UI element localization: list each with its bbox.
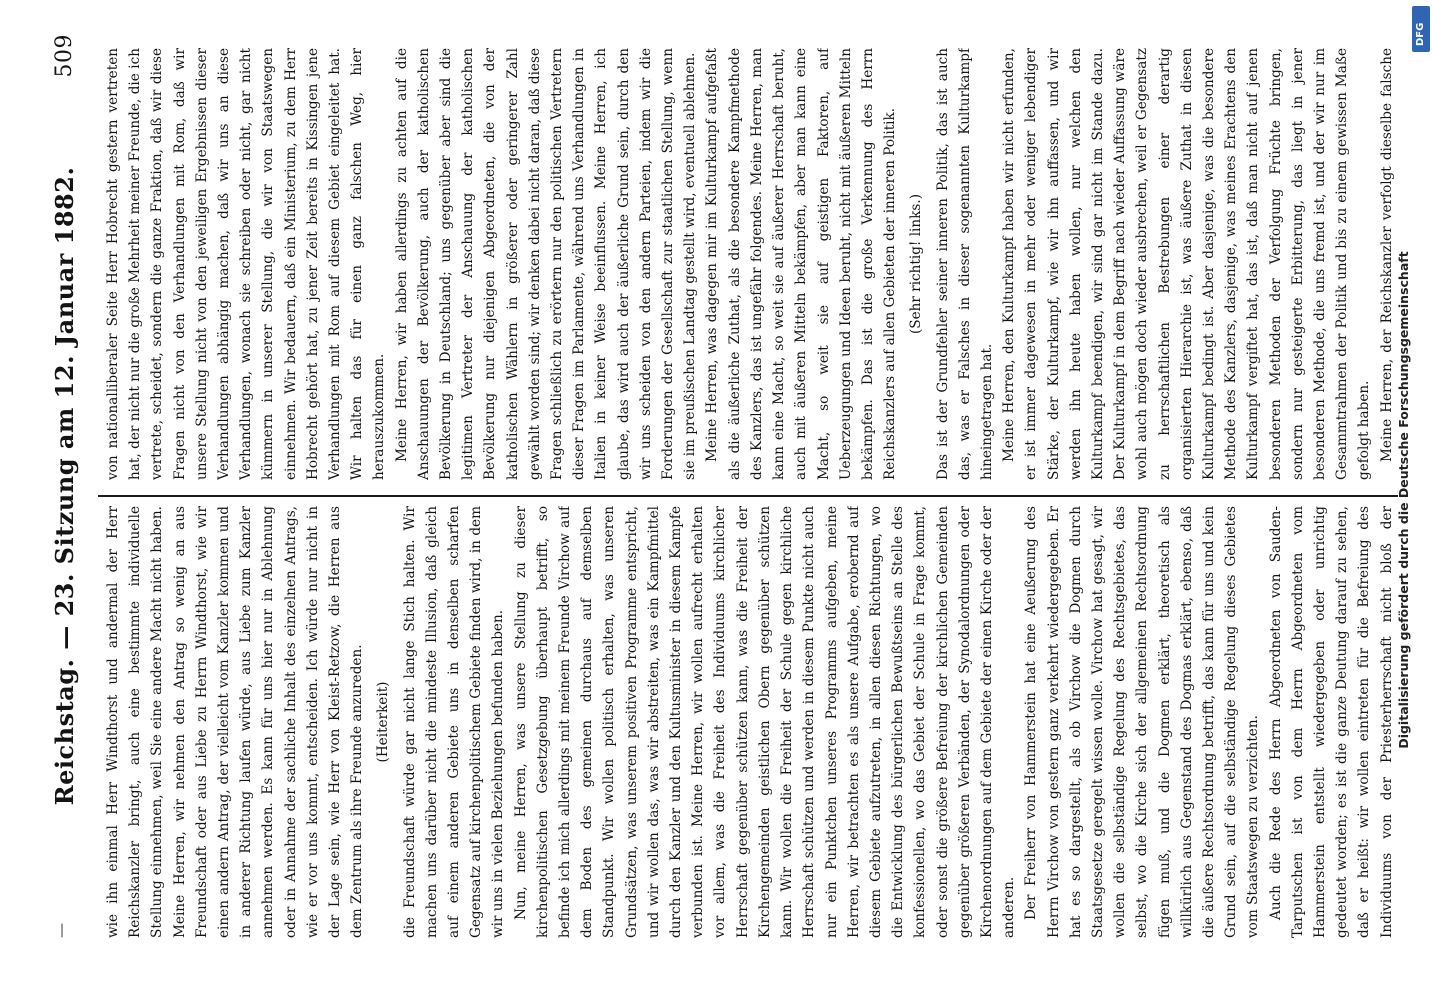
paragraph: Meine Herren, den Kulturkampf haben wir nicht erfunden, er ist immer dagewesen in mehr oder weniger lebendiger Stärke, der Kulturkampf, wie wir ihn auffassen, und wir werden ihn heute haben wollen, nur welchen den Kulturkampf beendigen, wir sind gar nicht im Stande dazu. Der Kulturkampf in dem Begriff nach wieder Auffassung wäre wohl auch mögen doch wieder ausbrechen, weil er Gegensatz zu herrschaftlichen Bestrebungen einer derartig organisierten Hierarchie ist, was äußere Zuthat in diesen Kulturkampf bedingt ist. Aber dasjenige, was die besondere Methode des Kanzlers, dasjenige, was meines Erachtens den Kulturkampf vergiftet hat, das ist, daß man nicht auf jenen besonderen Methoden der Verfolgung Früchte bringen, sondern nur gesteigerte Erbitterung, das liegt in jener besonderen Methode, die uns fremd ist, und der wir nur im Gesammtrahmen der Politik und bis zu einem gewissen Maße gefolgt haben. <box>1001 48 1373 480</box>
paragraph: die Freundschaft würde gar nicht lange Stich halten. Wir machen uns darüber nicht die mindeste Illusion, daß gleich auf einem anderen Gebiete uns in denselben scharfen Gegensatz auf kirchenpolitischem Gebiete finden wird, in dem wir uns in vielen Beziehungen befunden haben. <box>401 506 507 938</box>
left-column <box>102 506 1402 938</box>
paragraph: von nationalliberaler Seite Herr Hobrecht gestern vertreten hat, der nicht nur die große Mehrheit meiner Freunde, die ich vertrete, scheidet, sondern die ganze Fraktion, daß wir diese Fragen nicht von den Verhandlungen mit Rom, daß wir unsere Stellung nicht von den jeweiligen Ergebnissen dieser Verhandlungen abhängig machen, daß wir uns an diese Verhandlungen, wonach sie schreiben oder nicht, gar nicht kümmern in unserer Stellung, die wir von Staatswegen einnehmen. Wir bedauern, daß ein Ministerium, zu dem Herr Hobrecht gehört hat, zu jener Zeit bereits in Kissingen jene Verhandlungen mit Rom auf diesem Gebiet eingeleitet hat. Wir halten das für einen ganz falschen Weg, hier herauszukommen. <box>105 48 388 480</box>
paragraph: Das ist der Grundfehler seiner inneren Politik, das ist auch das, was er Falsches in dieser sogenannten Kulturkampf hineingetragen hat. <box>934 48 995 480</box>
dfg-logo <box>1412 6 1430 52</box>
column-divider <box>98 495 1398 497</box>
paragraph: Der Freiherr von Hammerstein hat eine Aeußerung des Herrn Virchow von gestern ganz verkehrt wiedergegeben. Er hat es so dargestellt, als ob Virchow die Dogmen durch Staatsgesetze geregelt wissen wolle. Virchow hat gesagt, wir wollen die selbständige Regelung des Rechtsgebietes, das selbst, wo die Kirche sich der allgemeinen Rechtsordnung fügen muß, und die Dogmen erklärt, theoretisch als willkürlich aus Gegenstand des Dogmas erklärt, ebenso, daß die äußere Rechtsordnung betrifft, das kann für uns und kein Grund sein, auf die selbständige Regelung dieses Gebietes vom Staatswegen zu verzichten. <box>1023 506 1262 938</box>
interjection: (Heiterkeit) <box>375 681 392 763</box>
paragraph: Meine Herren, der Reichskanzler verfolgt dieselbe falsche <box>1378 48 1395 462</box>
page-number: 509 <box>52 34 77 78</box>
paragraph: wie ihn einmal Herr Windthorst und andermal der Herr Reichskanzler bringt, auch eine bestimmte individuelle Stellung einnehmen, weil Sie eine andere Macht nicht haben. Meine Herren, wir nehmen den Antrag so wenig an aus Freundschaft oder aus Liebe zu Herrn Windthorst, wie wir einen andern Antrag, der vielleicht vom Kanzler kommen und in anderer Richtung laufen würde, aus Liebe zum Kanzler annehmen werden. Es kann für uns hier nur in Ablehnung oder in Annahme der sachliche Inhalt des einzelnen Antrags, wie er vor uns kommt, entscheiden. Ich würde nur nicht in der Lage sein, wie Herr von Kleist-Retzow, die Herren aus dem Zentrum als ihre Freunde anzureden. <box>105 506 366 938</box>
paragraph: Auch die Rede des Herrn Abgeordneten von Sauden-Tarputschen ist von dem Herrn Abgeordneten vom Hammerstein entstellt wiedergegeben oder unrichtig gedeutet worden; es ist die ganze Deutung darauf zu sehen, daß er heißt: wir wollen eintreten für die Befreiung des Individuums von der Priesterherrschaft nicht bloß der <box>1267 506 1395 938</box>
running-header <box>50 34 86 938</box>
scanned-page <box>40 0 1420 1000</box>
header-title: Reichstag. — 23. Sitzung am 12. Januar 1882. <box>50 166 79 806</box>
dfg-logo-text: DFG <box>1415 22 1426 46</box>
header-left-mark: — <box>52 922 70 938</box>
right-column <box>102 48 1402 480</box>
paragraph: Nun, meine Herren, was unsere Stellung zu dieser kirchenpolitischen Gesetzgebung überhaupt betrifft, so befinde ich mich allerdings mit meinem Freunde Virchow auf dem Boden des gemeinen durchaus auf demselben Standpunkt. Wir wollen politisch erhalten, was unseren Grundsätzen, was unserem positiven Programme entspricht, und wir wollen das, was wir abstreiten, was ein Kampfmittel durch den Kanzler und den Kultusminister in diesem Kampfe verbunden ist. Meine Herren, wir wollen aufrecht erhalten vor allem, was die Freiheit des Individuums kirchlicher Herrschaft gegenüber schützen kann, was die Freiheit der Kirchengemeinden geistlichen Obern gegenüber schützen kann. Wir wollen die Freiheit der Schule gegen kirchliche Herrschaft schützen und werden in diesem Punkte nicht auch nur ein Punktchen unseres Programms aufgeben, meine Herren, wir betrachten es als unsere Aufgabe, erobernd auf diesem Gebiete aufzutreten, in allen diesen Richtungen, wo die Entwicklung des bürgerlichen Bewußtseins an Stelle des konfessionellen, wo das Gebiet der Schule in Frage kommt, oder sonst die größere Befreiung der kirchlichen Gemeinden gegenüber größeren Verbänden, der Synodalordnungen oder Kirchenordnungen auf dem Gebiete der einen Kirche oder der anderen. <box>512 506 1018 938</box>
paragraph: Meine Herren, was dagegen mir im Kulturkampf aufgefaßt als die äußerliche Zuthat, als die besondere Kampfmethode des Kanzlers, das ist ungefähr folgendes. Meine Herren, man kann eine Macht, so weit sie auf äußerer Herrschaft beruht, auch mit äußeren Mitteln bekämpfen, aber man kann eine Macht, so weit sie auf geistigen Faktoren, auf Ueberzeugungen und Ideen beruht, nicht mit äußeren Mitteln bekämpfen. Das ist die große Verkennung des Herrn Reichskanzlers auf allen Gebieten der inneren Politik. <box>704 48 899 480</box>
funding-note-text: Digitalisierung gefördert durch die Deutsche Forschungsgemeinschaft <box>1396 251 1411 749</box>
interjection: (Sehr richtig! links.) <box>908 193 925 335</box>
paragraph: Meine Herren, wir haben allerdings zu achten auf die Anschauungen der Bevölkerung, auch der katholischen Bevölkerung in Deutschland; uns gegenüber aber sind die legitimen Vertreter der Anschauung der katholischen Bevölkerung nur diejenigen Abgeordneten, die von der katholischen Wählern in größerer oder geringerer Zahl gewählt worden sind; wir denken dabei nicht daran, daß diese Fragen schließlich zu erörtern nur den politischen Vertretern dieser Fragen im Parlamente, während uns Verhandlungen in Italien in keiner Weise beeinflussen. Meine Herren, ich glaube, das wird auch der äußerliche Grund sein, durch den wir uns scheiden von den andern Parteien, indem wir die Forderungen der Gesellschaft zur staatlichen Stellung, wenn sie im preußischen Landtag gestellt wird, eventuell ablehnen. <box>393 48 699 480</box>
